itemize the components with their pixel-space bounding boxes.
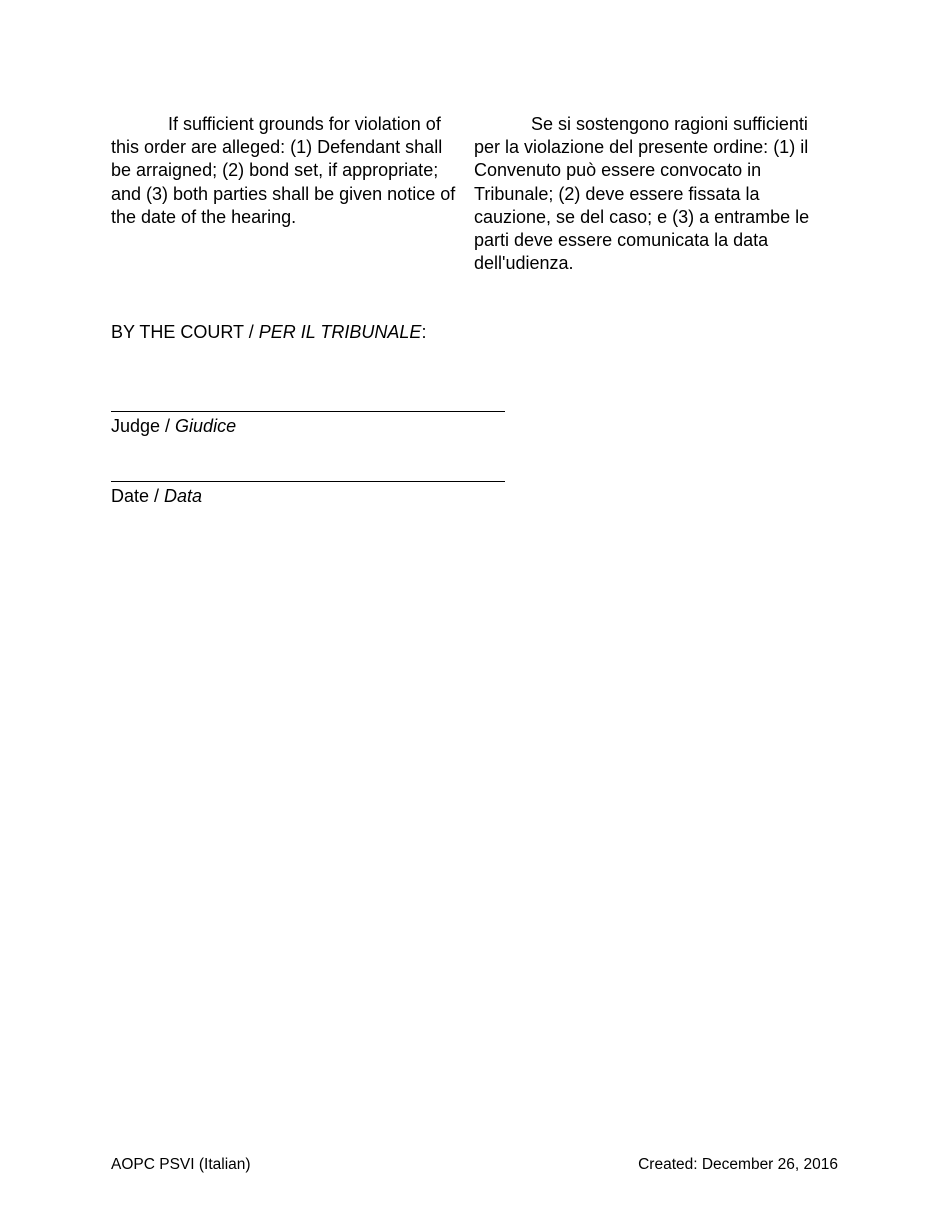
court-english: BY THE COURT / — [111, 322, 259, 342]
date-label-english: Date / — [111, 486, 165, 506]
italian-paragraph: Se si sostengono ragioni sufficienti per la violazione del presente ordine: (1) il Convenuto può essere convocato in Tribunale; (2) deve essere fissata la cauzione, se del caso; e (3) a entrambe le parti deve essere comunicata la data dell'udienza. — [474, 114, 810, 274]
english-paragraph: If sufficient grounds for violation of this order are alleged: (1) Defendant shall be arraigned; (2) bond set, if appropriate; and (3) both parties shall be given notice of the date of the hearing. — [111, 114, 456, 227]
by-the-court-heading — [111, 321, 426, 344]
judge-label-english: Judge / — [111, 416, 176, 436]
date-label — [111, 485, 202, 508]
court-colon: : — [421, 322, 427, 342]
date-label-italian: Data — [164, 486, 203, 506]
footer-created-date: Created: December 26, 2016 — [638, 1156, 838, 1173]
italian-column — [474, 113, 830, 275]
english-column — [111, 113, 457, 229]
judge-label-italian: Giudice — [175, 416, 237, 436]
date-signature-line — [111, 481, 505, 482]
court-italian: PER IL TRIBUNALE — [258, 322, 422, 342]
judge-signature-line — [111, 411, 505, 412]
footer-form-id: AOPC PSVI (Italian) — [111, 1156, 251, 1173]
judge-label — [111, 415, 236, 438]
